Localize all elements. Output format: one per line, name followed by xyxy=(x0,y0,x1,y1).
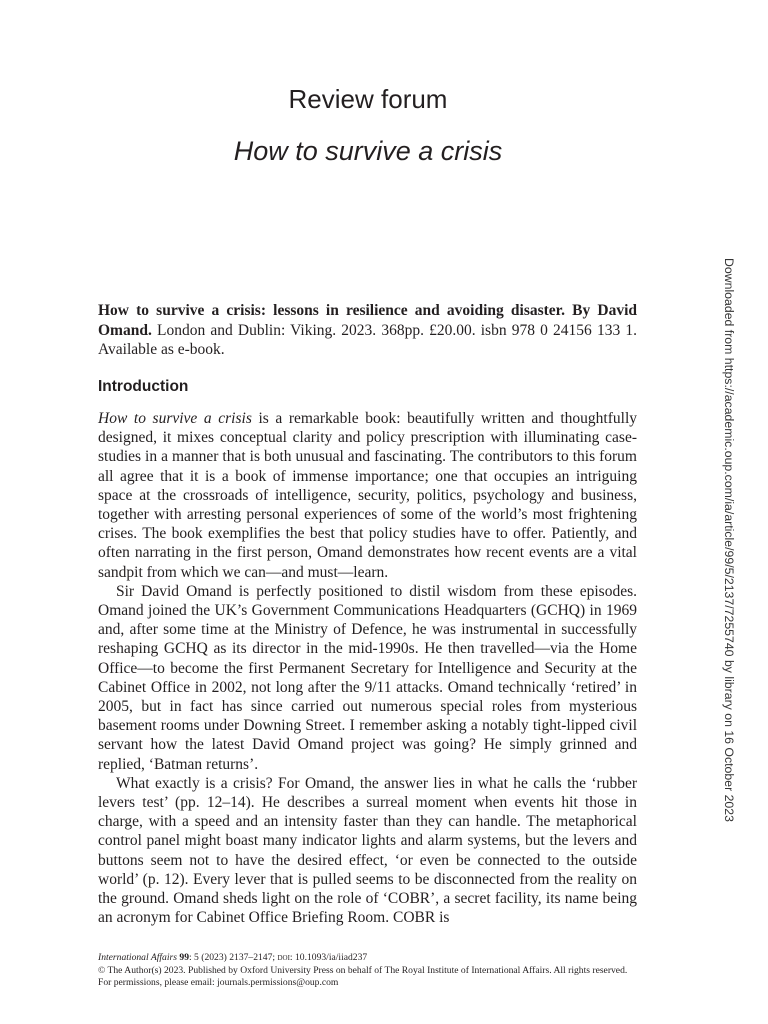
article-title: How to survive a crisis xyxy=(233,136,503,166)
paragraph-2: Sir David Omand is perfectly positioned to distil wisdom from these episodes. Omand joined the UK’s Government Communications Headquarters (GCHQ) in 1969 and, after some time at the Ministry of Defence, he was instrumental in successfully reshaping GCHQ as its director in the mid-1990s. He then travelled—via the Home Office—to become the first Permanent Secretary for Intelligence and Security at the Cabinet Office in 2002, not long after the 9/11 attacks. Omand technically ‘retired’ in 2005, but in fact has since carried out numerous special roles from mysterious basement rooms under Downing Street. I remember asking a notably tight-lipped civil servant how the latest David Omand project was going? He simply grinned and replied, ‘Batman returns’. xyxy=(98,582,637,773)
paragraph-1: How to survive a crisis is a remarkable book: beautifully written and thoughtfully designed, it mixes conceptual clarity and policy prescription with illuminating case-studies in a manner that is both unusual and fascinating. The contributors to this forum all agree that it is a book of immense importance; one that occupies an intriguing space at the crossroads of intelligence, security, politics, psychology and business, together with arresting personal experiences of some of the world’s most frightening crises. The book exemplifies the best that policy studies have to offer. Patiently, and often narrating in the first person, Omand demonstrates how recent events are a vital sandpit from which we can—and must—learn. xyxy=(98,410,637,581)
section-heading: Introduction xyxy=(98,378,189,395)
citation-footer xyxy=(98,952,637,990)
copyright-notice: © The Author(s) 2023. Published by Oxford University Press on behalf of The Royal Institute of International Affairs. All rights reserved. For permissions, please email: journals.permissions@oup.com xyxy=(98,964,628,988)
book-title: How to survive a crisis: lessons in resilience and avoiding disaster. By David Omand. xyxy=(98,302,637,339)
book-title-italic: How to survive a crisis xyxy=(98,410,252,427)
download-watermark: Downloaded from https://academic.oup.com/ia/article/99/5/2137/7255740 by library on 16 October 2023 xyxy=(722,258,736,822)
journal-citation: International Affairs 99: 5 (2023) 2137–2147; doi: 10.1093/ia/iiad237 xyxy=(98,952,368,963)
body-text xyxy=(98,409,637,927)
book-reference xyxy=(98,301,637,360)
paragraph-3: What exactly is a crisis? For Omand, the answer lies in what he calls the ‘rubber levers test’ (pp. 12–14). He describes a surreal moment when events hit those in charge, with a speed and an intensity faster than they can handle. The metaphorical control panel might boast many indicator lights and alarm systems, but the levers and buttons seem not to have the desired effect, ‘or even be connected to the outside world’ (p. 12). Every lever that is pulled seems to be disconnected from the reality on the ground. Omand sheds light on the role of ‘COBR’, a secret facility, its name being an acronym for Cabinet Office Briefing Room. COBR is xyxy=(98,774,637,927)
forum-title: Review forum xyxy=(288,84,448,114)
book-details: London and Dublin: Viking. 2023. 368pp. £20.00. isbn 978 0 24156 133 1. Available as e-book. xyxy=(98,321,637,358)
